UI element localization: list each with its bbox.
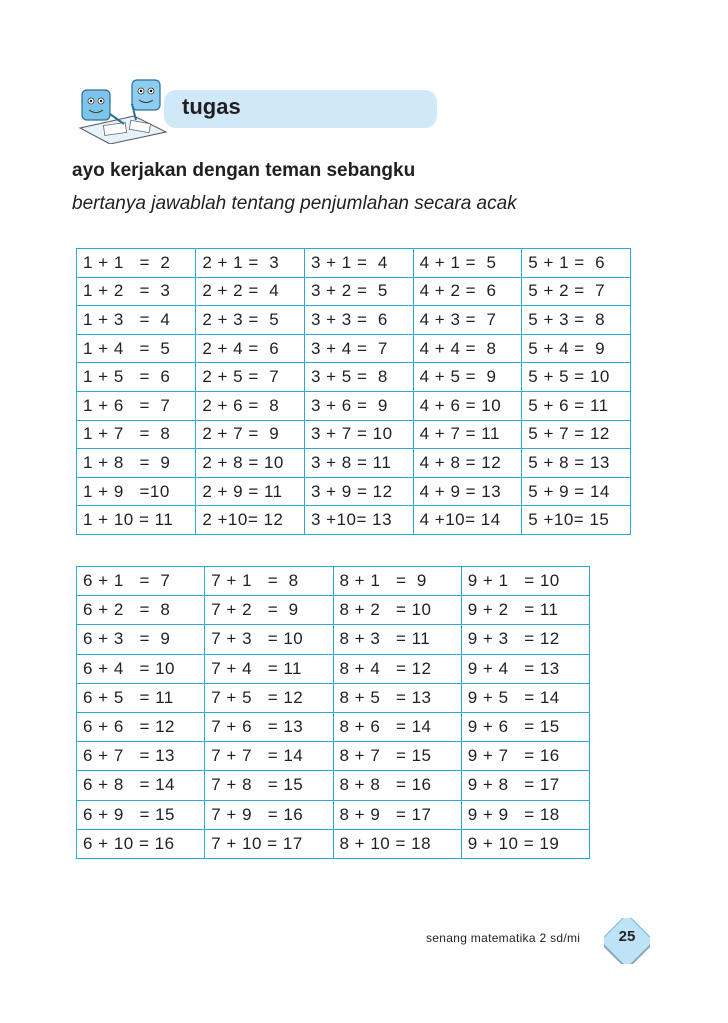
- equation-cell: 8 + 8 = 16: [333, 771, 461, 800]
- table-row: [77, 742, 590, 771]
- equation-cell: 6 + 6 = 12: [77, 712, 205, 741]
- equation-cell: 1 + 8 = 9: [77, 449, 196, 478]
- addition-table-6-to-9: [76, 566, 590, 859]
- equation-cell: 8 + 9 = 17: [333, 800, 461, 829]
- table-row: [77, 249, 631, 278]
- equation-cell: 8 + 7 = 15: [333, 742, 461, 771]
- equation-cell: 6 + 8 = 14: [77, 771, 205, 800]
- equation-cell: 1 + 6 = 7: [77, 391, 196, 420]
- table-row: [77, 625, 590, 654]
- equation-cell: 1 + 9 =10: [77, 477, 196, 506]
- equation-cell: 1 + 1 = 2: [77, 249, 196, 278]
- equation-cell: 4 + 8 = 12: [413, 449, 522, 478]
- equation-cell: 3 + 3 = 6: [304, 306, 413, 335]
- equation-cell: 8 + 4 = 12: [333, 654, 461, 683]
- equation-cell: 3 + 2 = 5: [304, 277, 413, 306]
- equation-cell: 3 + 9 = 12: [304, 477, 413, 506]
- equation-cell: 5 + 9 = 14: [522, 477, 631, 506]
- equation-cell: 5 + 4 = 9: [522, 334, 631, 363]
- equation-cell: 1 + 2 = 3: [77, 277, 196, 306]
- table-row: [77, 829, 590, 858]
- equation-cell: 6 + 1 = 7: [77, 567, 205, 596]
- task-header: [74, 76, 374, 146]
- equation-cell: 2 + 4 = 6: [196, 334, 305, 363]
- equation-cell: 1 + 5 = 6: [77, 363, 196, 392]
- equation-cell: 6 + 10 = 16: [77, 829, 205, 858]
- equation-cell: 5 + 3 = 8: [522, 306, 631, 335]
- equation-cell: 5 + 7 = 12: [522, 420, 631, 449]
- equation-cell: 1 + 7 = 8: [77, 420, 196, 449]
- equation-cell: 3 +10= 13: [304, 506, 413, 535]
- equation-cell: 5 + 1 = 6: [522, 249, 631, 278]
- equation-cell: 9 + 5 = 14: [461, 683, 589, 712]
- equation-cell: 3 + 8 = 11: [304, 449, 413, 478]
- equation-cell: 4 + 9 = 13: [413, 477, 522, 506]
- equation-cell: 7 + 8 = 15: [205, 771, 333, 800]
- equation-cell: 8 + 6 = 14: [333, 712, 461, 741]
- equation-cell: 4 + 5 = 9: [413, 363, 522, 392]
- equation-cell: 1 + 4 = 5: [77, 334, 196, 363]
- equation-cell: 2 + 2 = 4: [196, 277, 305, 306]
- equation-cell: 4 + 3 = 7: [413, 306, 522, 335]
- equation-cell: 9 + 9 = 18: [461, 800, 589, 829]
- instruction-line-1: ayo kerjakan dengan teman sebangku: [72, 160, 416, 181]
- table-row: [77, 306, 631, 335]
- equation-cell: 2 + 8 = 10: [196, 449, 305, 478]
- equation-cell: 3 + 4 = 7: [304, 334, 413, 363]
- equation-cell: 4 + 7 = 11: [413, 420, 522, 449]
- equation-cell: 3 + 5 = 8: [304, 363, 413, 392]
- equation-cell: 4 + 2 = 6: [413, 277, 522, 306]
- table-row: [77, 800, 590, 829]
- table-row: [77, 391, 631, 420]
- equation-cell: 7 + 2 = 9: [205, 596, 333, 625]
- equation-cell: 8 + 10 = 18: [333, 829, 461, 858]
- equation-cell: 2 + 5 = 7: [196, 363, 305, 392]
- equation-cell: 7 + 1 = 8: [205, 567, 333, 596]
- equation-cell: 5 + 5 = 10: [522, 363, 631, 392]
- page-number: 25: [618, 928, 636, 945]
- equation-cell: 9 + 10 = 19: [461, 829, 589, 858]
- equation-cell: 8 + 2 = 10: [333, 596, 461, 625]
- equation-cell: 6 + 4 = 10: [77, 654, 205, 683]
- equation-cell: 8 + 3 = 11: [333, 625, 461, 654]
- equation-cell: 6 + 7 = 13: [77, 742, 205, 771]
- equation-cell: 5 +10= 15: [522, 506, 631, 535]
- equation-cell: 1 + 10 = 11: [77, 506, 196, 535]
- equation-cell: 6 + 3 = 9: [77, 625, 205, 654]
- equation-cell: 9 + 6 = 15: [461, 712, 589, 741]
- equation-cell: 8 + 1 = 9: [333, 567, 461, 596]
- equation-cell: 2 + 1 = 3: [196, 249, 305, 278]
- table-row: [77, 596, 590, 625]
- table-row: [77, 567, 590, 596]
- table-row: [77, 420, 631, 449]
- table-row: [77, 277, 631, 306]
- students-mascot-icon: [74, 76, 174, 144]
- equation-cell: 3 + 7 = 10: [304, 420, 413, 449]
- equation-cell: 3 + 1 = 4: [304, 249, 413, 278]
- equation-cell: 1 + 3 = 4: [77, 306, 196, 335]
- equation-cell: 2 + 9 = 11: [196, 477, 305, 506]
- equation-cell: 7 + 9 = 16: [205, 800, 333, 829]
- table-row: [77, 712, 590, 741]
- equation-cell: 7 + 6 = 13: [205, 712, 333, 741]
- equation-cell: 9 + 7 = 16: [461, 742, 589, 771]
- book-title: senang matematika 2 sd/mi: [426, 931, 581, 945]
- equation-cell: 9 + 8 = 17: [461, 771, 589, 800]
- table-row: [77, 654, 590, 683]
- equation-cell: 7 + 5 = 12: [205, 683, 333, 712]
- equation-cell: 6 + 5 = 11: [77, 683, 205, 712]
- equation-cell: 2 + 3 = 5: [196, 306, 305, 335]
- equation-cell: 5 + 8 = 13: [522, 449, 631, 478]
- table-row: [77, 477, 631, 506]
- equation-cell: 4 +10= 14: [413, 506, 522, 535]
- table-row: [77, 363, 631, 392]
- equation-cell: 4 + 1 = 5: [413, 249, 522, 278]
- addition-table-1-to-5: [76, 248, 631, 535]
- equation-cell: 6 + 2 = 8: [77, 596, 205, 625]
- equation-cell: 5 + 6 = 11: [522, 391, 631, 420]
- equation-cell: 6 + 9 = 15: [77, 800, 205, 829]
- equation-cell: 2 + 7 = 9: [196, 420, 305, 449]
- instruction-line-2: bertanya jawablah tentang penjumlahan secara acak: [72, 193, 517, 214]
- equation-cell: 7 + 3 = 10: [205, 625, 333, 654]
- equation-cell: 8 + 5 = 13: [333, 683, 461, 712]
- equation-cell: 7 + 4 = 11: [205, 654, 333, 683]
- table-row: [77, 683, 590, 712]
- equation-cell: 2 +10= 12: [196, 506, 305, 535]
- table-row: [77, 449, 631, 478]
- equation-cell: 9 + 1 = 10: [461, 567, 589, 596]
- equation-cell: 3 + 6 = 9: [304, 391, 413, 420]
- equation-cell: 9 + 2 = 11: [461, 596, 589, 625]
- section-title: tugas: [182, 94, 241, 119]
- equation-cell: 2 + 6 = 8: [196, 391, 305, 420]
- table-row: [77, 506, 631, 535]
- equation-cell: 4 + 6 = 10: [413, 391, 522, 420]
- equation-cell: 7 + 10 = 17: [205, 829, 333, 858]
- equation-cell: 9 + 3 = 12: [461, 625, 589, 654]
- equation-cell: 7 + 7 = 14: [205, 742, 333, 771]
- equation-cell: 4 + 4 = 8: [413, 334, 522, 363]
- equation-cell: 5 + 2 = 7: [522, 277, 631, 306]
- table-row: [77, 771, 590, 800]
- equation-cell: 9 + 4 = 13: [461, 654, 589, 683]
- table-row: [77, 334, 631, 363]
